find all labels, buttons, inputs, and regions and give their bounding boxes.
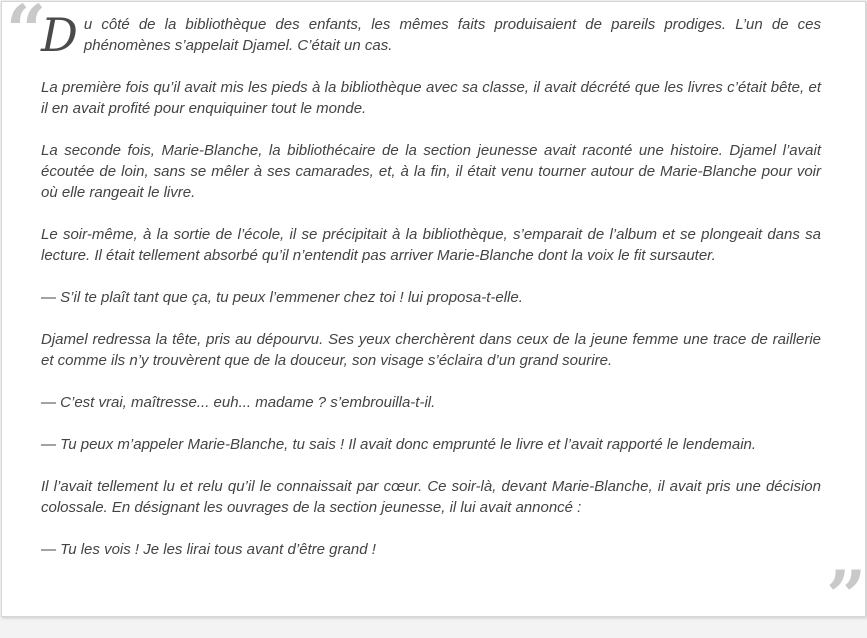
paragraph-2: La première fois qu’il avait mis les pieds à la bibliothèque avec sa classe, il avait décrété que les livres c’était bête, et il en avait profité pour enquiquiner tout le monde.	[41, 79, 821, 117]
paragraph-8: — Tu peux m’appeler Marie-Blanche, tu sais ! Il avait donc emprunté le livre et l’avait rapporté le lendemain.	[41, 436, 757, 453]
paragraph-10: — Tu les vois ! Je les lirai tous avant d’être grand !	[41, 541, 376, 558]
quote-card	[1, 0, 867, 638]
paragraph-3: La seconde fois, Marie-Blanche, la bibliothécaire de la section jeunesse avait raconté une histoire. Djamel l’avait écoutée de loin, sans se mêler à ses camarades, et, à la fin, il était venu tourner autour de Marie-Blanche pour voir où elle rangeait le livre.	[41, 142, 821, 201]
paragraph-1	[41, 8, 821, 62]
paragraph-9: Il l’avait tellement lu et relu qu’il le connaissait par cœur. Ce soir-là, devant Marie-Blanche, il avait pris une décision colossale. En désignant les ouvrages de la section jeunesse, il lui avait annoncé :	[41, 478, 821, 516]
paragraph-1-text: u côté de la bibliothèque des enfants, les mêmes faits produisaient de pareils prodiges. L’un de ces phénomènes s’appelait Djamel. C’était un cas.	[83, 16, 821, 54]
open-quote-icon: “	[6, 0, 47, 72]
paragraph-7: — C’est vrai, maîtresse... euh... madame ? s’embrouilla-t-il.	[41, 394, 436, 411]
paragraph-6: Djamel redressa la tête, pris au dépourvu. Ses yeux cherchèrent dans ceux de la jeune femme une trace de raillerie et comme ils n’y trouvèrent que de la douceur, son visage s’éclaira d’un grand sourire.	[41, 331, 821, 369]
close-quote-icon: ”	[826, 555, 867, 638]
article-text	[41, 8, 821, 581]
paragraph-5: — S’il te plaît tant que ça, tu peux l’emmener chez toi ! lui proposa-t-elle.	[41, 289, 523, 306]
drop-cap: D	[41, 8, 78, 62]
paragraph-4: Le soir-même, à la sortie de l’école, il se précipitait à la bibliothèque, s’emparait de l’album et se plongeait dans sa lecture. Il était tellement absorbé qu’il n’entendit pas arriver Marie-Blanche dont la voix le fit sursauter.	[41, 226, 821, 264]
